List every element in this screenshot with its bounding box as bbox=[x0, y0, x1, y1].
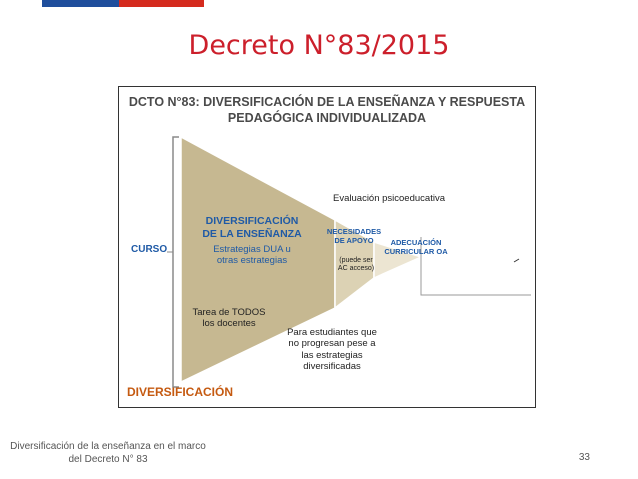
diagram-title-line1: DCTO N°83: DIVERSIFICACIÓN DE LA ENSEÑANZA Y RESPUESTA bbox=[128, 95, 526, 109]
needs-line1: NECESIDADES bbox=[326, 227, 382, 236]
main-heading-line2: DE LA ENSEÑANZA bbox=[202, 227, 302, 240]
page-number: 33 bbox=[578, 452, 590, 463]
main-heading-line1: DIVERSIFICACIÓN bbox=[205, 215, 299, 227]
flag-bar bbox=[42, 0, 204, 7]
small-tick-mark bbox=[514, 259, 519, 262]
adecuacion-line1: ADECUACIÓN bbox=[390, 238, 442, 247]
needs-note-line2: AC acceso) bbox=[337, 265, 375, 273]
curso-label: CURSO bbox=[131, 244, 168, 255]
curso-bracket bbox=[173, 137, 179, 387]
task-line2: los docentes bbox=[202, 318, 256, 330]
main-heading bbox=[187, 215, 317, 240]
evaluation-label: Evaluación psicoeducativa bbox=[333, 193, 445, 204]
needs-note-line1: (puede ser bbox=[339, 257, 373, 264]
slide-title: Decreto N°83/2015 bbox=[188, 30, 450, 61]
strategies-line1: Estrategias DUA u bbox=[213, 244, 291, 255]
needs-heading bbox=[324, 227, 384, 245]
students-line3: las estrategias bbox=[301, 349, 363, 361]
needs-line2: DE APOYO bbox=[334, 236, 374, 245]
strategies-text bbox=[187, 244, 317, 267]
footer-line1: Diversificación de la enseñanza en el marco bbox=[10, 441, 206, 452]
footer-line2: del Decreto N° 83 bbox=[68, 454, 148, 465]
needs-note bbox=[331, 257, 381, 274]
task-text bbox=[179, 307, 279, 330]
adecuacion-heading bbox=[377, 238, 455, 256]
students-line2: no progresan pese a bbox=[288, 338, 376, 350]
task-line1: Tarea de TODOS bbox=[192, 307, 266, 318]
adecuacion-line2: CURRICULAR OA bbox=[384, 247, 448, 256]
flag-blue-segment bbox=[42, 0, 119, 7]
students-text bbox=[277, 327, 387, 373]
flag-red-segment bbox=[119, 0, 204, 7]
strategies-line2: otras estrategias bbox=[216, 255, 288, 267]
footer-caption bbox=[8, 440, 208, 466]
diversificacion-label: DIVERSIFICACIÓN bbox=[127, 385, 234, 399]
diagram-title-line2: PEDAGÓGICA INDIVIDUALIZADA bbox=[227, 111, 427, 125]
diagram-figure bbox=[118, 86, 536, 408]
diagram-title bbox=[119, 94, 535, 126]
students-line4: diversificadas bbox=[303, 361, 361, 373]
students-line1: Para estudiantes que bbox=[287, 327, 377, 338]
